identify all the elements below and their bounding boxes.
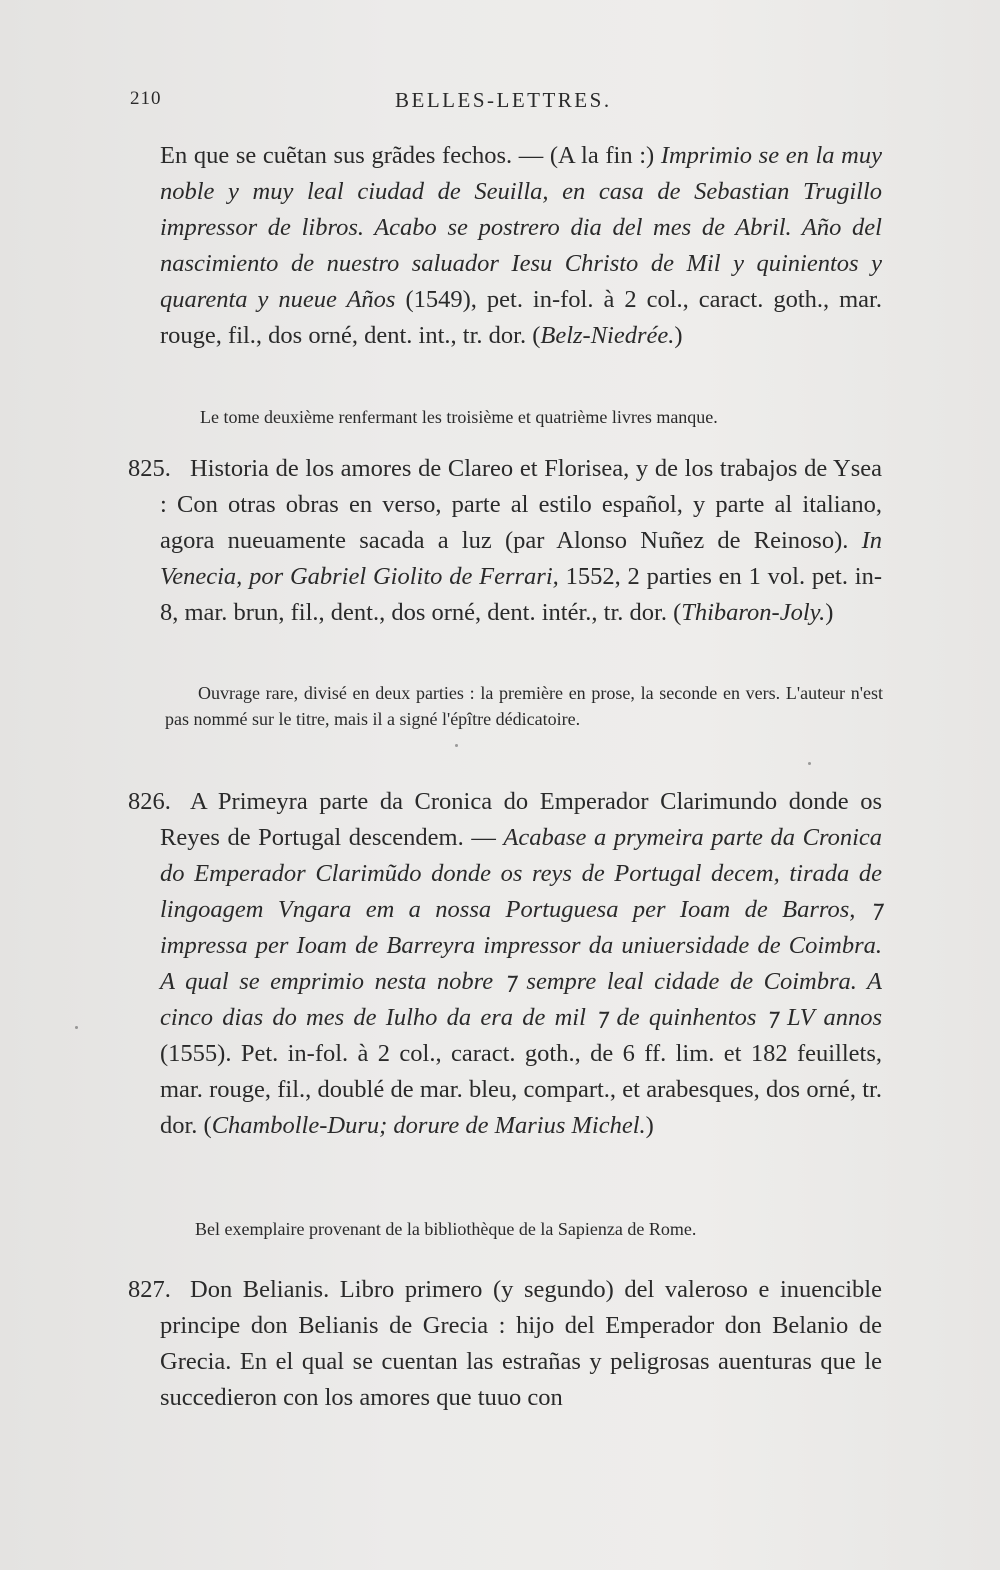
- continued-entry: [160, 138, 882, 354]
- text-run: Historia de los amores de Clareo et Florisea, y de los trabajos de Ysea : Con otras obras en verso, parte al estilo español, y parte al italiano, agora nueuamente sacada a luz (par Alonso Nuñez de Reinoso).: [160, 455, 882, 554]
- entry-825: [128, 451, 882, 631]
- entry-note: Bel exemplaire provenant de la bibliothèque de la Sapienza de Rome.: [195, 1219, 697, 1239]
- entry-note: Le tome deuxième renfermant les troisième et quatrième livres manque.: [200, 407, 718, 427]
- entry-text: Don Belianis. Libro primero (y segundo) del valeroso e inuencible principe don Belianis de Grecia : hijo del Emperador don Belanio de Grecia. En el qual se cuentan las estrañas y peligrosas auenturas que le succedieron con los amores que tuuo con: [160, 1276, 882, 1411]
- continued-entry-note-block: [200, 404, 890, 430]
- text-run: ): [825, 599, 834, 626]
- entry-number: 825.: [128, 455, 171, 482]
- paper-speck: [808, 762, 811, 765]
- paper-speck: [75, 1026, 78, 1029]
- imprint-italic: In Venecia, por Gabriel Giolito de Ferrari,: [160, 527, 882, 590]
- page-header: [130, 88, 875, 116]
- imprint-italic: Imprimio se en la muy noble y muy leal ciudad de Seuilla, en casa de Sebastian Trugillo impressor de libros. Acabo se postrero dia del mes de Abril. Año del nascimiento de nuestro saluador Iesu Christo de Mil y quinientos y quarenta y nueue Años: [160, 142, 882, 313]
- text-run: A Primeyra parte da Cronica do Emperador Clarimundo donde os Reyes de Portugal descendem. —: [160, 788, 882, 851]
- paper-speck: [455, 744, 458, 747]
- entry-text: [160, 451, 882, 631]
- binder-italic: Chambolle-Duru; dorure de Marius Michel.: [211, 1112, 646, 1139]
- entry-text: [160, 784, 882, 1144]
- running-title: BELLES-LETTRES.: [395, 88, 612, 112]
- binder-italic: Belz-Niedrée.: [540, 322, 675, 349]
- binder-italic: Thibaron-Joly.: [681, 599, 826, 626]
- entry-827: [128, 1272, 882, 1416]
- text-run: ): [674, 322, 683, 349]
- text-run: (1555). Pet. in-fol. à 2 col., caract. goth., de 6 ff. lim. et 182 feuillets, mar. rouge, fil., doublé de mar. bleu, compart., et arabesques, dos orné, tr. dor. (: [160, 1040, 882, 1139]
- entry-826: [128, 784, 882, 1144]
- entry-number: 827.: [128, 1276, 171, 1303]
- text-run: 1552, 2 parties en 1 vol. pet. in-8, mar. brun, fil., dent., dos orné, dent. intér., tr. dor. (: [160, 563, 882, 626]
- imprint-italic: Acabase a prymeira parte da Cronica do Emperador Clarimũdo donde os reys de Portugal decem, tirada de lingoagem Vngara em a nossa Portuguesa per Ioam de Barros, ⁊ impressa per Ioam de Barreyra impressor da uniuersidade de Coimbra. A qual se emprimio nesta nobre ⁊ sempre leal cidade de Coimbra. A cinco dias do mes de Iulho da era de mil ⁊ de quinhentos ⁊ LV annos: [160, 824, 882, 1031]
- text-run: En que se cuẽtan sus grãdes fechos. — (A la fin :): [160, 142, 661, 169]
- continued-entry-text: [160, 138, 882, 354]
- entry-number: 826.: [128, 788, 171, 815]
- text-run: (1549), pet. in-fol. à 2 col., caract. goth., mar. rouge, fil., dos orné, dent. int., tr. dor. (: [160, 286, 882, 349]
- entry-note: Ouvrage rare, divisé en deux parties : la première en prose, la seconde en vers. L'auteur n'est pas nommé sur le titre, mais il a signé l'épître dédicatoire.: [165, 683, 883, 729]
- entry-825-note-block: [165, 680, 883, 732]
- page-number: 210: [130, 88, 162, 109]
- entry-826-note-block: [195, 1216, 885, 1242]
- text-run: ): [645, 1112, 654, 1139]
